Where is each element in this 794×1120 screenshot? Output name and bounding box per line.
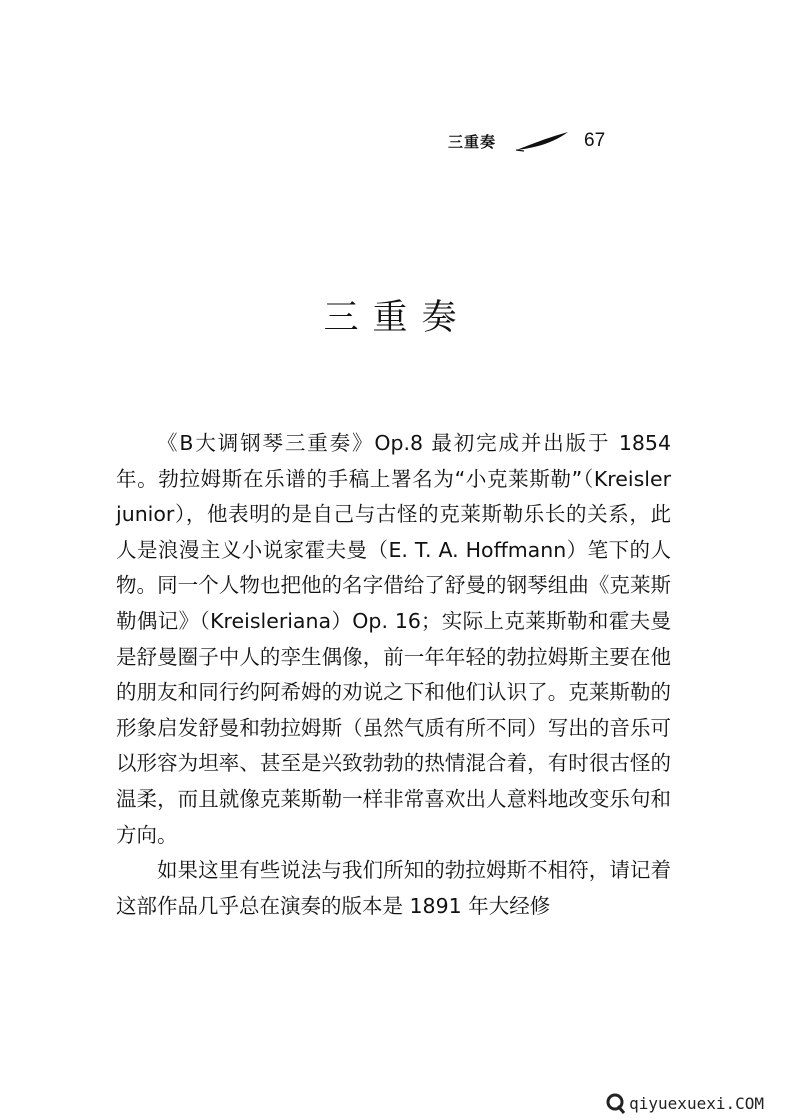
q-logo-icon: [604, 1092, 626, 1114]
quill-icon: [514, 130, 570, 152]
running-head: [448, 128, 605, 154]
body-text: [116, 426, 671, 924]
running-head-title: 三重奏: [448, 132, 497, 151]
page-number: 67: [584, 130, 606, 151]
watermark: [604, 1092, 764, 1114]
paragraph-2: 如果这里有些说法与我们所知的勃拉姆斯不相符，请记着这部作品几乎总在演奏的版本是 1891 年大经修: [116, 858, 671, 918]
chapter-title: 三重奏: [323, 298, 471, 338]
watermark-text: qiyuexuexi.COM: [629, 1093, 764, 1113]
paragraph-1: 《B大调钢琴三重奏》Op.8 最初完成并出版于 1854 年。勃拉姆斯在乐谱的手稿上署名为“小克莱斯勒”（Kreisler junior），他表明的是自己与古怪的克莱斯勒乐长的关系，此人是浪漫主义小说家霍夫曼（E. T. A. Hoffmann）笔下的人物。同一个人物也把他的名字借给了舒曼的钢琴组曲《克莱斯勒偶记》（Kreisleriana）Op. 16；实际上克莱斯勒和霍夫曼是舒曼圈子中人的孪生偶像，前一年年轻的勃拉姆斯主要在他的朋友和同行约阿希姆的劝说之下和他们认识了。克莱斯勒的形象启发舒曼和勃拉姆斯（虽然气质有所不同）写出的音乐可以形容为坦率、甚至是兴致勃勃的热情混合着，有时很古怪的温柔，而且就像克莱斯勒一样非常喜欢出人意料地改变乐句和方向。: [116, 431, 671, 847]
